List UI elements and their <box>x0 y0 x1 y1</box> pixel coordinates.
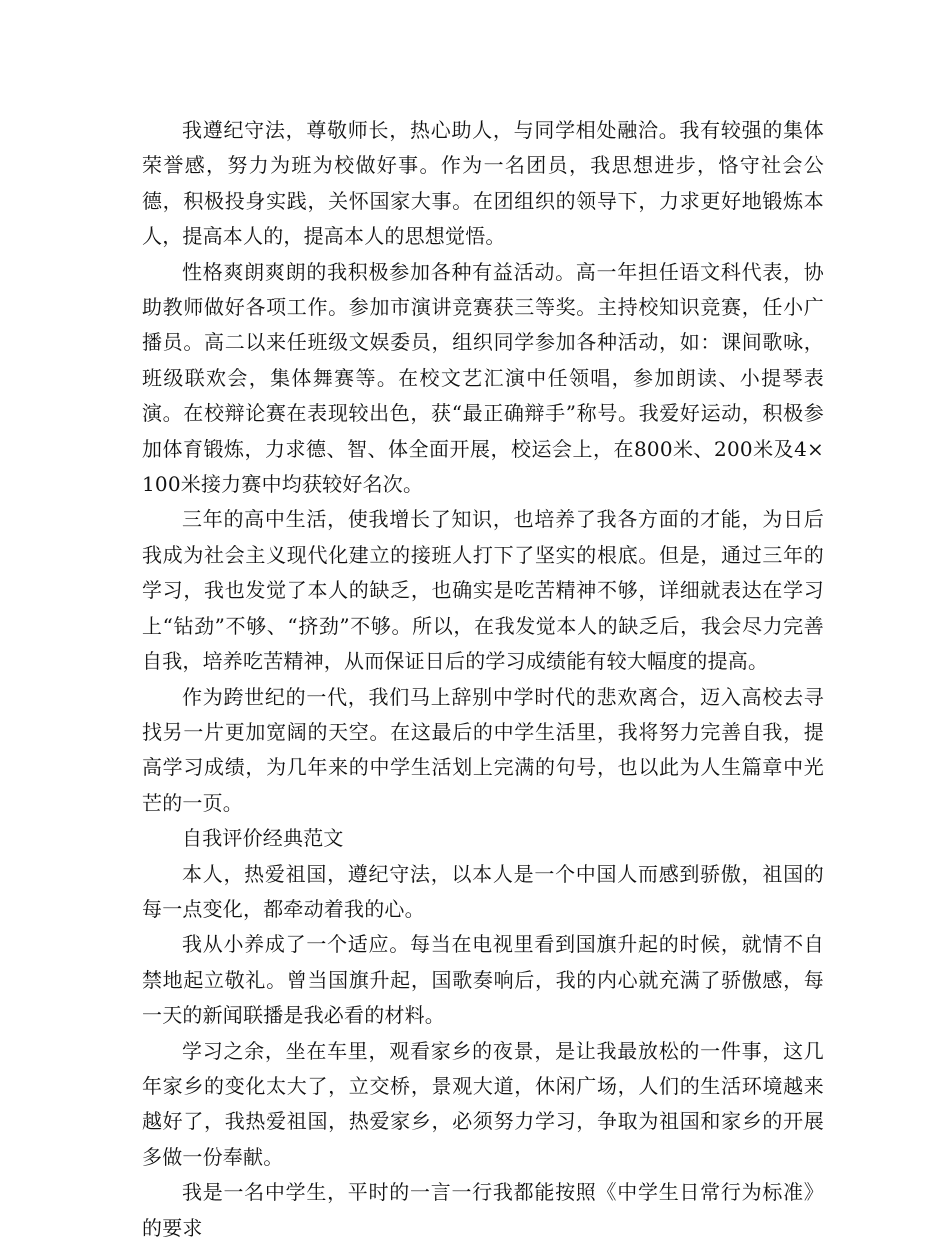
paragraph-activities: 性格爽朗爽朗的我积极参加各种有益活动。高一年担任语文科代表，协助教师做好各项工作。参加市演讲竞赛获三等奖。主持校知识竞赛，任小广播员。高二以来任班级文娱委员，组织同学参加各种活动，如：课间歌咏，班级联欢会，集体舞赛等。在校文艺汇演中任领唱，参加朗读、小提琴表演。在校辩论赛在表现较出色，获“最正确辩手”称号。我爱好运动，积极参加体育锻炼，力求德、智、体全面开展，校运会上，在800米、200米及4×100米接力赛中均获较好名次。 <box>142 259 824 497</box>
section-heading: 自我评价经典范文 <box>182 826 344 851</box>
paragraph-farewell: 作为跨世纪的一代，我们马上辞别中学时代的悲欢离合，迈入高校去寻找另一片更加宽阔的天空。在这最后的中学生活里，我将努力完善自我，提高学习成绩，为几年来的中学生活划上完满的句号，也以此为人生篇章中光芒的一页。 <box>142 684 824 815</box>
paragraph-hometown: 学习之余，坐在车里，观看家乡的夜景，是让我最放松的一件事，这几年家乡的变化太大了，立交桥，景观大道，休闲广场，人们的生活环境越来越好了，我热爱祖国，热爱家乡，必须努力学习，争取为祖国和家乡的开展多做一份奉献。 <box>142 1038 824 1169</box>
document-body <box>142 113 824 1246</box>
paragraph-patriotism: 本人，热爱祖国，遵纪守法，以本人是一个中国人而感到骄傲，祖国的每一点变化，都牵动着我的心。 <box>142 861 824 921</box>
paragraph-student: 我是一名中学生，平时的一言一行我都能按照《中学生日常行为标准》的要求 <box>142 1180 824 1240</box>
paragraph-habit: 我从小养成了一个适应。每当在电视里看到国旗升起的时候，就情不自禁地起立敬礼。曾当国旗升起，国歌奏响后，我的内心就充满了骄傲感，每一天的新闻联播是我必看的材料。 <box>142 932 824 1028</box>
paragraph-three-years: 三年的高中生活，使我增长了知识，也培养了我各方面的才能，为日后我成为社会主义现代化建立的接班人打下了坚实的根底。但是，通过三年的学习，我也发觉了本人的缺乏，也确实是吃苦精神不够，详细就表达在学习上“钻劲”不够、“挤劲”不够。所以，在我发觉本人的缺乏后，我会尽力完善自我，培养吃苦精神，从而保证日后的学习成绩能有较大幅度的提高。 <box>142 507 824 674</box>
paragraph-discipline: 我遵纪守法，尊敬师长，热心助人，与同学相处融洽。我有较强的集体荣誉感，努力为班为校做好事。作为一名团员，我思想进步，恪守社会公德，积极投身实践，关怀国家大事。在团组织的领导下，力求更好地锻炼本人，提高本人的，提高本人的思想觉悟。 <box>142 118 824 249</box>
